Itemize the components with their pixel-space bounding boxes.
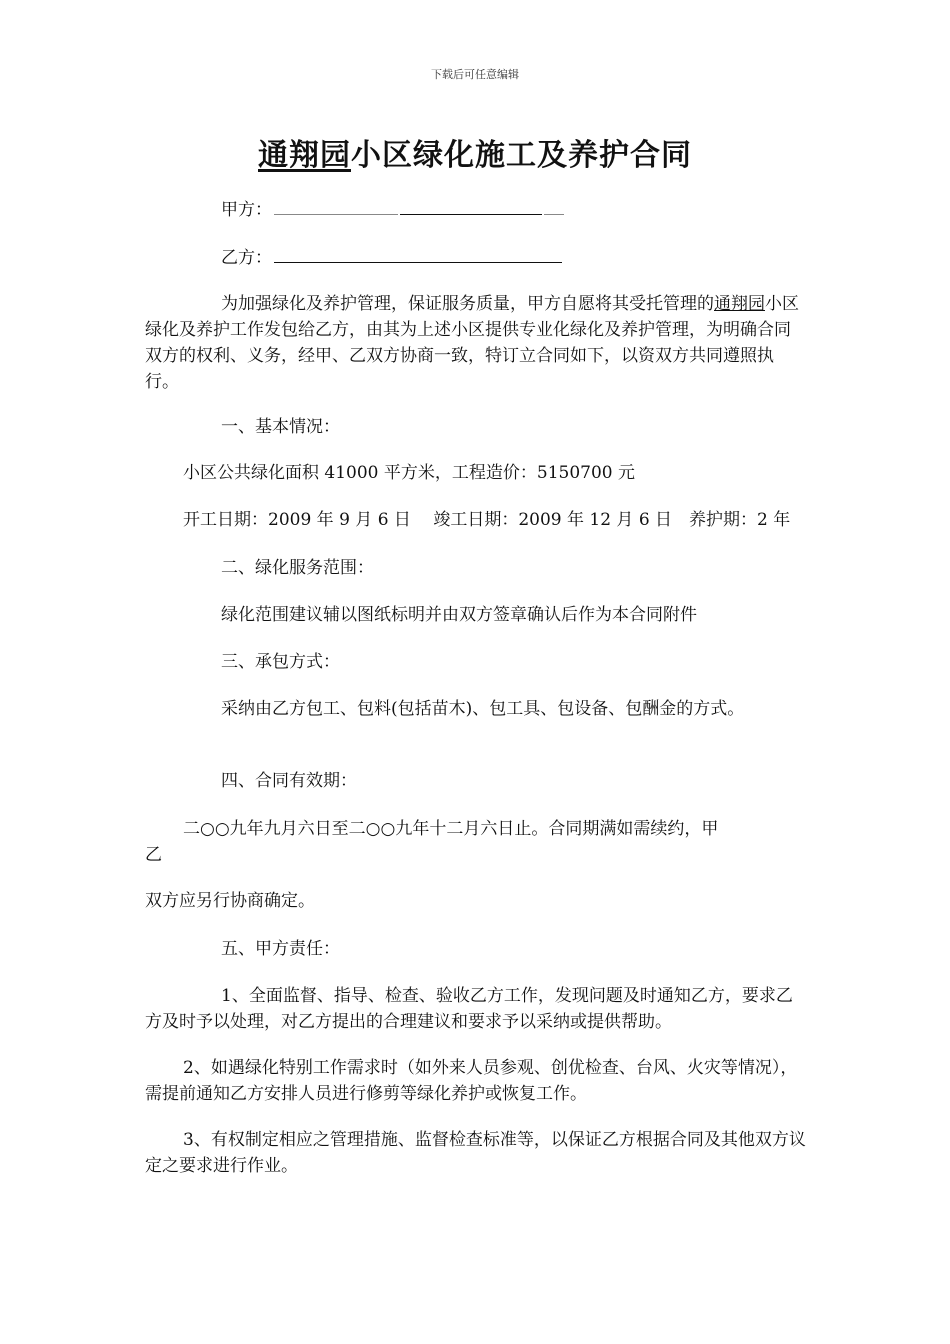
section-3-heading: 三、承包方式： xyxy=(221,652,340,672)
party-b-blank xyxy=(274,248,562,263)
section-5-item-3: 3、有权制定相应之管理措施、监督检查标准等，以保证乙方根据合同及其他双方议定之要求进行作业。 xyxy=(145,1130,806,1176)
section-4-line-1: 二○○九年九月六日至二○○九年十二月六日止。合同期满如需续约，甲 xyxy=(183,819,719,839)
title-rest: 小区绿化施工及养护合同 xyxy=(351,138,692,173)
title-underlined-part: 通翔园 xyxy=(258,138,351,173)
party-a-blank-2 xyxy=(400,200,542,215)
section-5-heading: 五、甲方责任： xyxy=(221,939,340,959)
party-a-blank-3 xyxy=(544,200,564,215)
intro-paragraph: 为加强绿化及养护管理，保证服务质量，甲方自愿将其受托管理的通翔园小区绿化及养护工作发包给乙方，由其为上述小区提供专业化绿化及养护管理，为明确合同双方的权利、义务，经甲、乙双方协商一致，特订立合同如下，以资双方共同遵照执行。 xyxy=(145,294,799,392)
party-b-label: 乙方： xyxy=(221,248,272,268)
intro-underlined-2: 翔园 xyxy=(731,294,765,314)
section-4-heading: 四、合同有效期： xyxy=(221,771,357,791)
section-5-item-1: 1、全面监督、指导、检查、验收乙方工作，发现问题及时通知乙方，要求乙方及时予以处理，对乙方提出的合理建议和要求予以采纳或提供帮助。 xyxy=(145,986,793,1032)
section-4-line-3: 双方应另行协商确定。 xyxy=(145,891,315,911)
party-b-line xyxy=(221,248,562,268)
intro-underlined-1: 通 xyxy=(714,294,731,314)
party-a-line xyxy=(221,200,564,220)
section-2-body: 绿化范围建议辅以图纸标明并由双方签章确认后作为本合同附件 xyxy=(221,605,697,625)
document-title xyxy=(0,130,950,174)
dates-line: 开工日期：2009 年 9 月 6 日 竣工日期：2009 年 12 月 6 日 养护期：2 年 xyxy=(183,510,791,530)
party-a-blank-1 xyxy=(274,200,398,215)
section-2-heading: 二、绿化服务范围： xyxy=(221,558,374,578)
party-a-label: 甲方： xyxy=(221,200,272,220)
section-5-item-2: 2、如遇绿化特别工作需求时（如外来人员参观、创优检查、台风、火灾等情况），需提前通知乙方安排人员进行修剪等绿化养护或恢复工作。 xyxy=(145,1058,798,1104)
header-note: 下载后可任意编辑 xyxy=(431,68,519,81)
section-1-heading: 一、基本情况： xyxy=(221,417,340,437)
area-cost-line: 小区公共绿化面积 41000 平方米，工程造价：5150700 元 xyxy=(183,463,636,483)
section-3-body: 采纳由乙方包工、包料(包括苗木)、包工具、包设备、包酬金的方式。 xyxy=(221,699,745,719)
section-4-line-2: 乙 xyxy=(145,845,162,865)
